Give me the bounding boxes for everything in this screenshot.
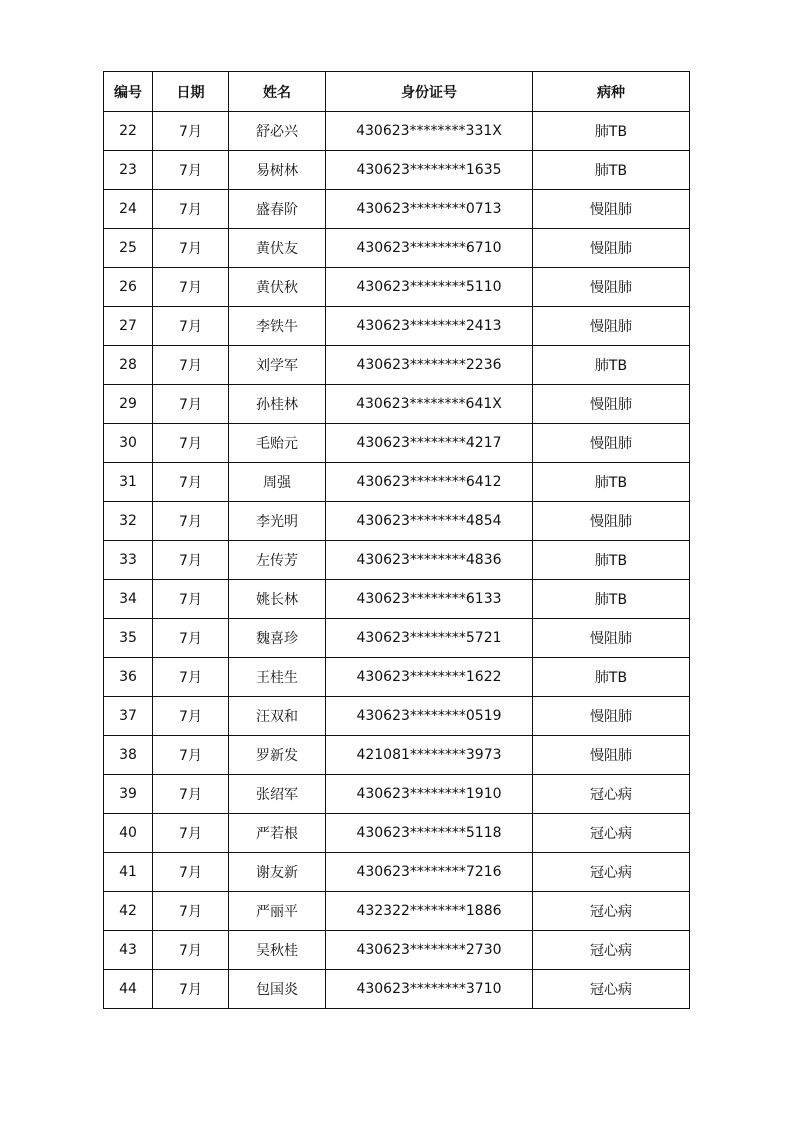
table-row [104, 658, 690, 697]
cell-id-number: 430623********6412 [326, 463, 533, 502]
cell-number: 32 [104, 502, 153, 541]
cell-id-number: 430623********4854 [326, 502, 533, 541]
cell-id-number: 421081********3973 [326, 736, 533, 775]
cell-disease-type: 慢阻肺 [533, 619, 690, 658]
cell-id-number: 430623********3710 [326, 970, 533, 1009]
cell-disease-type: 冠心病 [533, 892, 690, 931]
cell-name: 汪双和 [229, 697, 326, 736]
patient-table-container [103, 71, 689, 1009]
cell-id-number: 430623********5118 [326, 814, 533, 853]
cell-id-number: 430623********331X [326, 112, 533, 151]
cell-date: 7月 [153, 658, 229, 697]
cell-name: 左传芳 [229, 541, 326, 580]
cell-id-number: 430623********7216 [326, 853, 533, 892]
cell-number: 37 [104, 697, 153, 736]
header-date: 日期 [153, 72, 229, 112]
cell-disease-type: 冠心病 [533, 853, 690, 892]
cell-date: 7月 [153, 775, 229, 814]
cell-number: 36 [104, 658, 153, 697]
cell-number: 34 [104, 580, 153, 619]
cell-date: 7月 [153, 502, 229, 541]
cell-name: 谢友新 [229, 853, 326, 892]
cell-number: 41 [104, 853, 153, 892]
cell-name: 刘学军 [229, 346, 326, 385]
header-id-number: 身份证号 [326, 72, 533, 112]
cell-disease-type: 慢阻肺 [533, 502, 690, 541]
cell-date: 7月 [153, 463, 229, 502]
cell-number: 26 [104, 268, 153, 307]
table-row [104, 268, 690, 307]
cell-number: 35 [104, 619, 153, 658]
cell-name: 严若根 [229, 814, 326, 853]
cell-disease-type: 慢阻肺 [533, 424, 690, 463]
cell-disease-type: 慢阻肺 [533, 385, 690, 424]
table-row [104, 151, 690, 190]
cell-name: 孙桂林 [229, 385, 326, 424]
cell-number: 28 [104, 346, 153, 385]
table-row [104, 736, 690, 775]
cell-number: 23 [104, 151, 153, 190]
cell-date: 7月 [153, 385, 229, 424]
cell-disease-type: 慢阻肺 [533, 697, 690, 736]
cell-date: 7月 [153, 697, 229, 736]
cell-id-number: 430623********641X [326, 385, 533, 424]
table-row [104, 229, 690, 268]
cell-name: 张绍军 [229, 775, 326, 814]
cell-id-number: 430623********2730 [326, 931, 533, 970]
cell-id-number: 430623********6133 [326, 580, 533, 619]
cell-name: 黄伏友 [229, 229, 326, 268]
cell-number: 30 [104, 424, 153, 463]
cell-disease-type: 肺TB [533, 151, 690, 190]
table-row [104, 541, 690, 580]
cell-disease-type: 肺TB [533, 658, 690, 697]
table-row [104, 775, 690, 814]
cell-id-number: 430623********4836 [326, 541, 533, 580]
cell-disease-type: 慢阻肺 [533, 229, 690, 268]
cell-date: 7月 [153, 307, 229, 346]
cell-id-number: 430623********5110 [326, 268, 533, 307]
cell-name: 罗新发 [229, 736, 326, 775]
table-row [104, 463, 690, 502]
table-row [104, 970, 690, 1009]
header-row [104, 72, 690, 112]
cell-date: 7月 [153, 736, 229, 775]
cell-id-number: 430623********0519 [326, 697, 533, 736]
cell-id-number: 430623********2413 [326, 307, 533, 346]
cell-date: 7月 [153, 892, 229, 931]
cell-disease-type: 肺TB [533, 463, 690, 502]
cell-date: 7月 [153, 112, 229, 151]
table-row [104, 580, 690, 619]
cell-id-number: 430623********1635 [326, 151, 533, 190]
cell-number: 39 [104, 775, 153, 814]
cell-id-number: 432322********1886 [326, 892, 533, 931]
cell-name: 舒必兴 [229, 112, 326, 151]
cell-name: 严丽平 [229, 892, 326, 931]
cell-date: 7月 [153, 931, 229, 970]
cell-disease-type: 冠心病 [533, 814, 690, 853]
cell-name: 黄伏秋 [229, 268, 326, 307]
table-row [104, 346, 690, 385]
cell-name: 周强 [229, 463, 326, 502]
cell-date: 7月 [153, 346, 229, 385]
table-row [104, 814, 690, 853]
table-row [104, 931, 690, 970]
cell-number: 25 [104, 229, 153, 268]
table-row [104, 385, 690, 424]
cell-name: 魏喜珍 [229, 619, 326, 658]
cell-id-number: 430623********5721 [326, 619, 533, 658]
table-body [104, 112, 690, 1009]
cell-name: 吴秋桂 [229, 931, 326, 970]
cell-number: 33 [104, 541, 153, 580]
table-row [104, 697, 690, 736]
cell-id-number: 430623********4217 [326, 424, 533, 463]
cell-disease-type: 肺TB [533, 580, 690, 619]
cell-number: 42 [104, 892, 153, 931]
cell-id-number: 430623********1910 [326, 775, 533, 814]
cell-id-number: 430623********6710 [326, 229, 533, 268]
patient-table [103, 71, 690, 1009]
cell-disease-type: 慢阻肺 [533, 307, 690, 346]
cell-name: 王桂生 [229, 658, 326, 697]
cell-disease-type: 冠心病 [533, 931, 690, 970]
cell-number: 27 [104, 307, 153, 346]
cell-disease-type: 慢阻肺 [533, 190, 690, 229]
table-row [104, 307, 690, 346]
cell-disease-type: 肺TB [533, 346, 690, 385]
cell-name: 李光明 [229, 502, 326, 541]
cell-id-number: 430623********2236 [326, 346, 533, 385]
cell-disease-type: 冠心病 [533, 775, 690, 814]
cell-date: 7月 [153, 580, 229, 619]
cell-disease-type: 肺TB [533, 112, 690, 151]
table-header [104, 72, 690, 112]
table-row [104, 190, 690, 229]
cell-disease-type: 冠心病 [533, 970, 690, 1009]
header-disease-type: 病种 [533, 72, 690, 112]
cell-disease-type: 慢阻肺 [533, 736, 690, 775]
cell-number: 44 [104, 970, 153, 1009]
cell-number: 43 [104, 931, 153, 970]
table-row [104, 892, 690, 931]
cell-id-number: 430623********1622 [326, 658, 533, 697]
cell-date: 7月 [153, 970, 229, 1009]
cell-date: 7月 [153, 229, 229, 268]
cell-date: 7月 [153, 814, 229, 853]
table-row [104, 424, 690, 463]
header-number: 编号 [104, 72, 153, 112]
cell-name: 毛贻元 [229, 424, 326, 463]
table-row [104, 112, 690, 151]
header-name: 姓名 [229, 72, 326, 112]
cell-name: 姚长林 [229, 580, 326, 619]
cell-number: 31 [104, 463, 153, 502]
cell-date: 7月 [153, 853, 229, 892]
cell-number: 29 [104, 385, 153, 424]
cell-date: 7月 [153, 541, 229, 580]
cell-date: 7月 [153, 268, 229, 307]
table-row [104, 853, 690, 892]
table-row [104, 502, 690, 541]
cell-date: 7月 [153, 151, 229, 190]
cell-id-number: 430623********0713 [326, 190, 533, 229]
cell-number: 38 [104, 736, 153, 775]
cell-number: 24 [104, 190, 153, 229]
cell-date: 7月 [153, 190, 229, 229]
cell-name: 李铁牛 [229, 307, 326, 346]
cell-disease-type: 肺TB [533, 541, 690, 580]
cell-number: 40 [104, 814, 153, 853]
cell-name: 盛春阶 [229, 190, 326, 229]
cell-name: 包国炎 [229, 970, 326, 1009]
cell-name: 易树林 [229, 151, 326, 190]
cell-date: 7月 [153, 619, 229, 658]
table-row [104, 619, 690, 658]
cell-date: 7月 [153, 424, 229, 463]
cell-number: 22 [104, 112, 153, 151]
cell-disease-type: 慢阻肺 [533, 268, 690, 307]
